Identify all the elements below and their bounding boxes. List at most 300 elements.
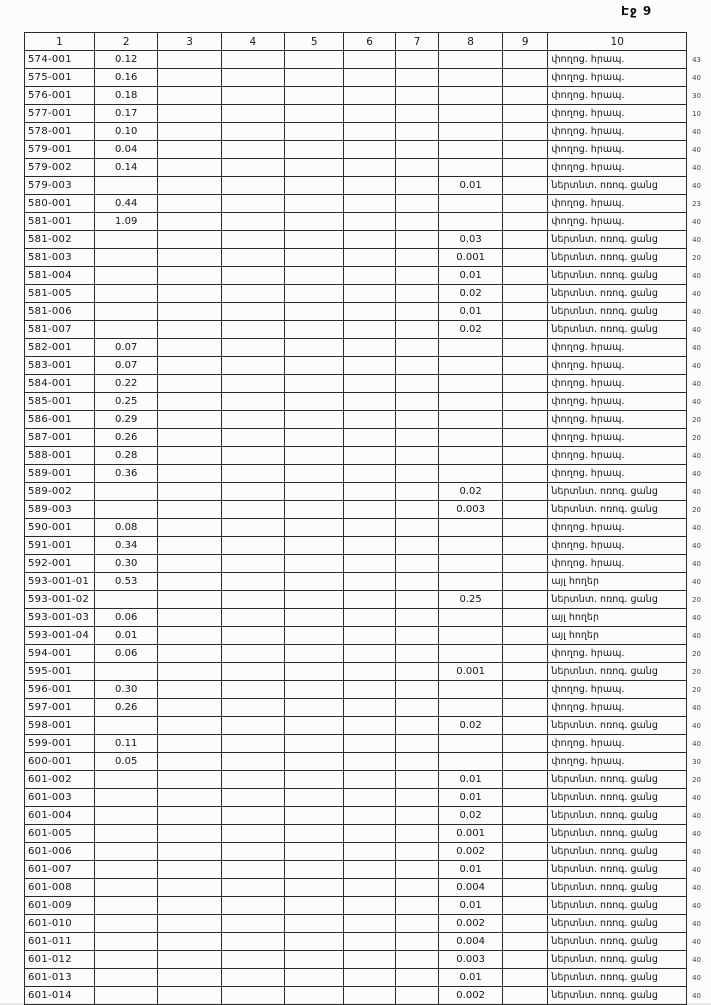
parcel-code-cell: 581-005: [25, 285, 95, 303]
col6-cell: [344, 465, 395, 483]
col7-cell: [395, 807, 439, 825]
parcel-code-cell: 592-001: [25, 555, 95, 573]
col3-cell: [158, 717, 221, 735]
col6-cell: [344, 987, 395, 1005]
col4-cell: [221, 987, 284, 1005]
area-col8-cell: 0.02: [439, 321, 503, 339]
table-row: [25, 915, 711, 933]
table-row: [25, 627, 711, 645]
col7-cell: [395, 339, 439, 357]
area-col8-cell: [439, 573, 503, 591]
land-use-cell: ներտնտ. ոռոգ. ցանց: [548, 879, 687, 897]
col5-cell: [285, 393, 344, 411]
col6-cell: [344, 177, 395, 195]
area-col2-cell: [94, 267, 157, 285]
area-col2-cell: [94, 933, 157, 951]
col4-cell: [221, 735, 284, 753]
col4-cell: [221, 789, 284, 807]
col7-cell: [395, 87, 439, 105]
area-col8-cell: [439, 735, 503, 753]
area-col8-cell: 0.004: [439, 879, 503, 897]
table-row: [25, 753, 711, 771]
table-row: [25, 303, 711, 321]
margin-mark: 20: [692, 253, 701, 262]
parcel-code-cell: 601-003: [25, 789, 95, 807]
col6-cell: [344, 249, 395, 267]
col7-cell: [395, 231, 439, 249]
col6-cell: [344, 699, 395, 717]
col5-cell: [285, 807, 344, 825]
table-row: [25, 771, 711, 789]
table-row: [25, 591, 711, 609]
land-use-cell: փողոց. հրապ.: [548, 105, 687, 123]
area-col8-cell: [439, 429, 503, 447]
land-use-cell: փողոց. հրապ.: [548, 375, 687, 393]
margin-mark: 40: [692, 217, 701, 226]
area-col8-cell: 0.02: [439, 285, 503, 303]
column-header-4: 4: [221, 33, 284, 51]
land-use-cell: ներտնտ. ոռոգ. ցանց: [548, 951, 687, 969]
area-col8-cell: [439, 411, 503, 429]
col3-cell: [158, 843, 221, 861]
col9-cell: [502, 591, 548, 609]
col5-cell: [285, 195, 344, 213]
area-col8-cell: [439, 357, 503, 375]
col3-cell: [158, 447, 221, 465]
col4-cell: [221, 663, 284, 681]
land-use-cell: փողոց. հրապ.: [548, 87, 687, 105]
col5-cell: [285, 519, 344, 537]
col3-cell: [158, 411, 221, 429]
col5-cell: [285, 555, 344, 573]
area-col2-cell: [94, 483, 157, 501]
land-use-cell: ներտնտ. ոռոգ. ցանց: [548, 249, 687, 267]
col3-cell: [158, 771, 221, 789]
col6-cell: [344, 303, 395, 321]
table-row: [25, 267, 711, 285]
area-col2-cell: 0.26: [94, 429, 157, 447]
table-row: [25, 645, 711, 663]
table-row: [25, 663, 711, 681]
margin-mark: 23: [692, 199, 701, 208]
col7-cell: [395, 393, 439, 411]
table-row: [25, 429, 711, 447]
land-use-cell: ներտնտ. ոռոգ. ցանց: [548, 915, 687, 933]
land-use-cell: փողոց. հրապ.: [548, 465, 687, 483]
margin-mark: 40: [692, 865, 701, 874]
col7-cell: [395, 663, 439, 681]
col9-cell: [502, 339, 548, 357]
margin-mark: 40: [692, 271, 701, 280]
col3-cell: [158, 375, 221, 393]
col7-cell: [395, 69, 439, 87]
col6-cell: [344, 195, 395, 213]
table-row: [25, 357, 711, 375]
col7-cell: [395, 951, 439, 969]
col3-cell: [158, 573, 221, 591]
area-col8-cell: 0.01: [439, 303, 503, 321]
col7-cell: [395, 735, 439, 753]
col4-cell: [221, 249, 284, 267]
col6-cell: [344, 321, 395, 339]
table-row: [25, 987, 711, 1005]
col4-cell: [221, 951, 284, 969]
col5-cell: [285, 267, 344, 285]
col5-cell: [285, 663, 344, 681]
col5-cell: [285, 303, 344, 321]
col5-cell: [285, 249, 344, 267]
land-use-cell: ներտնտ. ոռոգ. ցանց: [548, 771, 687, 789]
parcel-code-cell: 595-001: [25, 663, 95, 681]
margin-mark: 40: [692, 379, 701, 388]
area-col8-cell: 0.01: [439, 861, 503, 879]
col5-cell: [285, 645, 344, 663]
col9-cell: [502, 447, 548, 465]
col5-cell: [285, 969, 344, 987]
col3-cell: [158, 735, 221, 753]
col7-cell: [395, 123, 439, 141]
col6-cell: [344, 843, 395, 861]
table-row: [25, 897, 711, 915]
parcel-code-cell: 601-014: [25, 987, 95, 1005]
area-col8-cell: [439, 375, 503, 393]
col9-cell: [502, 861, 548, 879]
area-col8-cell: 0.003: [439, 501, 503, 519]
margin-mark: 40: [692, 703, 701, 712]
land-use-cell: ներտնտ. ոռոգ. ցանց: [548, 717, 687, 735]
parcel-code-cell: 584-001: [25, 375, 95, 393]
area-col2-cell: 0.34: [94, 537, 157, 555]
margin-mark: 40: [692, 559, 701, 568]
margin-mark: 20: [692, 505, 701, 514]
col6-cell: [344, 519, 395, 537]
parcel-code-cell: 580-001: [25, 195, 95, 213]
col3-cell: [158, 825, 221, 843]
col9-cell: [502, 717, 548, 735]
col5-cell: [285, 735, 344, 753]
margin-mark: 40: [692, 361, 701, 370]
col3-cell: [158, 861, 221, 879]
col4-cell: [221, 807, 284, 825]
area-col2-cell: [94, 789, 157, 807]
col7-cell: [395, 753, 439, 771]
col4-cell: [221, 87, 284, 105]
page-number: Էջ 9: [621, 4, 653, 18]
col7-cell: [395, 411, 439, 429]
col4-cell: [221, 501, 284, 519]
land-use-cell: փողոց. հրապ.: [548, 51, 687, 69]
parcel-code-cell: 594-001: [25, 645, 95, 663]
margin-mark: 40: [692, 325, 701, 334]
area-col8-cell: [439, 753, 503, 771]
col5-cell: [285, 411, 344, 429]
col9-cell: [502, 681, 548, 699]
col4-cell: [221, 753, 284, 771]
parcel-code-cell: 601-004: [25, 807, 95, 825]
col4-cell: [221, 429, 284, 447]
table-row: [25, 681, 711, 699]
col3-cell: [158, 699, 221, 717]
col3-cell: [158, 753, 221, 771]
parcel-code-cell: 581-002: [25, 231, 95, 249]
col9-cell: [502, 897, 548, 915]
margin-mark: 40: [692, 487, 701, 496]
col4-cell: [221, 573, 284, 591]
area-col2-cell: 0.53: [94, 573, 157, 591]
area-col2-cell: 0.30: [94, 681, 157, 699]
col9-cell: [502, 951, 548, 969]
col9-cell: [502, 411, 548, 429]
land-use-cell: ներտնտ. ոռոգ. ցանց: [548, 987, 687, 1005]
area-col2-cell: [94, 231, 157, 249]
col3-cell: [158, 303, 221, 321]
area-col8-cell: [439, 699, 503, 717]
area-col2-cell: 0.36: [94, 465, 157, 483]
col9-cell: [502, 303, 548, 321]
table-row: [25, 321, 711, 339]
area-col2-cell: 0.07: [94, 339, 157, 357]
col7-cell: [395, 591, 439, 609]
col5-cell: [285, 789, 344, 807]
col7-cell: [395, 213, 439, 231]
col6-cell: [344, 141, 395, 159]
col5-cell: [285, 699, 344, 717]
area-col2-cell: [94, 861, 157, 879]
col3-cell: [158, 537, 221, 555]
land-use-cell: փողոց. հրապ.: [548, 213, 687, 231]
col6-cell: [344, 969, 395, 987]
col5-cell: [285, 69, 344, 87]
col9-cell: [502, 987, 548, 1005]
margin-mark: 40: [692, 847, 701, 856]
col9-cell: [502, 699, 548, 717]
parcel-code-cell: 599-001: [25, 735, 95, 753]
margin-mark: 40: [692, 829, 701, 838]
col3-cell: [158, 879, 221, 897]
col7-cell: [395, 555, 439, 573]
area-col2-cell: 0.14: [94, 159, 157, 177]
col7-cell: [395, 897, 439, 915]
area-col8-cell: [439, 609, 503, 627]
col7-cell: [395, 105, 439, 123]
col7-cell: [395, 825, 439, 843]
col5-cell: [285, 105, 344, 123]
col3-cell: [158, 105, 221, 123]
area-col8-cell: 0.001: [439, 663, 503, 681]
col9-cell: [502, 969, 548, 987]
col7-cell: [395, 51, 439, 69]
col6-cell: [344, 69, 395, 87]
col5-cell: [285, 321, 344, 339]
parcel-code-cell: 583-001: [25, 357, 95, 375]
col9-cell: [502, 483, 548, 501]
col4-cell: [221, 267, 284, 285]
area-col8-cell: [439, 681, 503, 699]
margin-mark: 40: [692, 937, 701, 946]
col6-cell: [344, 951, 395, 969]
land-use-cell: ներտնտ. ոռոգ. ցանց: [548, 933, 687, 951]
land-use-cell: փողոց. հրապ.: [548, 159, 687, 177]
table-row: [25, 285, 711, 303]
col7-cell: [395, 177, 439, 195]
area-col2-cell: [94, 843, 157, 861]
margin-mark: 40: [692, 307, 701, 316]
table-row: [25, 141, 711, 159]
land-use-cell: ներտնտ. ոռոգ. ցանց: [548, 843, 687, 861]
col6-cell: [344, 411, 395, 429]
margin-mark: 30: [692, 91, 701, 100]
col4-cell: [221, 465, 284, 483]
land-use-cell: ներտնտ. ոռոգ. ցանց: [548, 321, 687, 339]
land-use-cell: փողոց. հրապ.: [548, 123, 687, 141]
col5-cell: [285, 87, 344, 105]
col3-cell: [158, 429, 221, 447]
col9-cell: [502, 789, 548, 807]
table-row: [25, 213, 711, 231]
col6-cell: [344, 681, 395, 699]
area-col2-cell: 0.22: [94, 375, 157, 393]
area-col2-cell: 0.30: [94, 555, 157, 573]
margin-mark: 20: [692, 649, 701, 658]
col3-cell: [158, 213, 221, 231]
area-col2-cell: 0.16: [94, 69, 157, 87]
parcel-code-cell: 601-007: [25, 861, 95, 879]
col6-cell: [344, 861, 395, 879]
land-use-cell: փողոց. հրապ.: [548, 645, 687, 663]
table-row: [25, 195, 711, 213]
table-row: [25, 501, 711, 519]
col3-cell: [158, 231, 221, 249]
col3-cell: [158, 393, 221, 411]
area-col8-cell: 0.01: [439, 897, 503, 915]
margin-mark: 40: [692, 343, 701, 352]
col3-cell: [158, 951, 221, 969]
col6-cell: [344, 717, 395, 735]
area-col8-cell: [439, 645, 503, 663]
col9-cell: [502, 753, 548, 771]
margin-mark: 40: [692, 955, 701, 964]
area-col8-cell: [439, 465, 503, 483]
parcel-code-cell: 601-009: [25, 897, 95, 915]
table-row: [25, 879, 711, 897]
area-col8-cell: 0.25: [439, 591, 503, 609]
table-row: [25, 717, 711, 735]
col4-cell: [221, 195, 284, 213]
parcel-code-cell: 601-005: [25, 825, 95, 843]
col9-cell: [502, 393, 548, 411]
col7-cell: [395, 645, 439, 663]
margin-mark: 40: [692, 397, 701, 406]
col9-cell: [502, 213, 548, 231]
column-header-1: 1: [25, 33, 95, 51]
parcel-code-cell: 579-003: [25, 177, 95, 195]
area-col2-cell: 0.08: [94, 519, 157, 537]
parcel-code-cell: 587-001: [25, 429, 95, 447]
land-use-cell: ներտնտ. ոռոգ. ցանց: [548, 663, 687, 681]
col6-cell: [344, 105, 395, 123]
col3-cell: [158, 609, 221, 627]
col4-cell: [221, 177, 284, 195]
area-col8-cell: 0.01: [439, 969, 503, 987]
table-row: [25, 789, 711, 807]
col4-cell: [221, 51, 284, 69]
col4-cell: [221, 969, 284, 987]
col3-cell: [158, 933, 221, 951]
col7-cell: [395, 321, 439, 339]
land-use-cell: ներտնտ. ոռոգ. ցանց: [548, 807, 687, 825]
parcel-code-cell: 581-004: [25, 267, 95, 285]
land-use-cell: ներտնտ. ոռոգ. ցանց: [548, 483, 687, 501]
col5-cell: [285, 429, 344, 447]
column-header-2: 2: [94, 33, 157, 51]
col4-cell: [221, 105, 284, 123]
col3-cell: [158, 249, 221, 267]
col9-cell: [502, 429, 548, 447]
col6-cell: [344, 753, 395, 771]
col4-cell: [221, 861, 284, 879]
area-col8-cell: 0.03: [439, 231, 503, 249]
margin-mark: 40: [692, 163, 701, 172]
table-row: [25, 105, 711, 123]
col9-cell: [502, 663, 548, 681]
col5-cell: [285, 339, 344, 357]
area-col8-cell: [439, 159, 503, 177]
col5-cell: [285, 771, 344, 789]
margin-mark: 40: [692, 577, 701, 586]
col4-cell: [221, 699, 284, 717]
col9-cell: [502, 879, 548, 897]
margin-mark: 40: [692, 991, 701, 1000]
col3-cell: [158, 789, 221, 807]
col5-cell: [285, 141, 344, 159]
area-col8-cell: [439, 141, 503, 159]
parcel-code-cell: 591-001: [25, 537, 95, 555]
table-row: [25, 933, 711, 951]
area-col2-cell: 0.11: [94, 735, 157, 753]
col9-cell: [502, 735, 548, 753]
parcel-code-cell: 598-001: [25, 717, 95, 735]
column-header-8: 8: [439, 33, 503, 51]
col5-cell: [285, 609, 344, 627]
area-col2-cell: [94, 879, 157, 897]
parcel-code-cell: 576-001: [25, 87, 95, 105]
col3-cell: [158, 555, 221, 573]
margin-mark: 20: [692, 667, 701, 676]
col9-cell: [502, 573, 548, 591]
column-header-10: 10: [548, 33, 687, 51]
area-col8-cell: 0.002: [439, 915, 503, 933]
col5-cell: [285, 897, 344, 915]
col5-cell: [285, 933, 344, 951]
land-use-cell: փողոց. հրապ.: [548, 195, 687, 213]
margin-mark: 40: [692, 793, 701, 802]
area-col8-cell: [439, 105, 503, 123]
land-use-cell: փողոց. հրապ.: [548, 411, 687, 429]
parcel-code-cell: 589-003: [25, 501, 95, 519]
area-col8-cell: 0.02: [439, 717, 503, 735]
col9-cell: [502, 843, 548, 861]
col5-cell: [285, 915, 344, 933]
col3-cell: [158, 141, 221, 159]
parcel-code-cell: 596-001: [25, 681, 95, 699]
area-col8-cell: 0.004: [439, 933, 503, 951]
col4-cell: [221, 897, 284, 915]
col3-cell: [158, 195, 221, 213]
area-col2-cell: 0.28: [94, 447, 157, 465]
col5-cell: [285, 951, 344, 969]
parcel-code-cell: 601-010: [25, 915, 95, 933]
land-use-cell: այլ հողեր: [548, 627, 687, 645]
